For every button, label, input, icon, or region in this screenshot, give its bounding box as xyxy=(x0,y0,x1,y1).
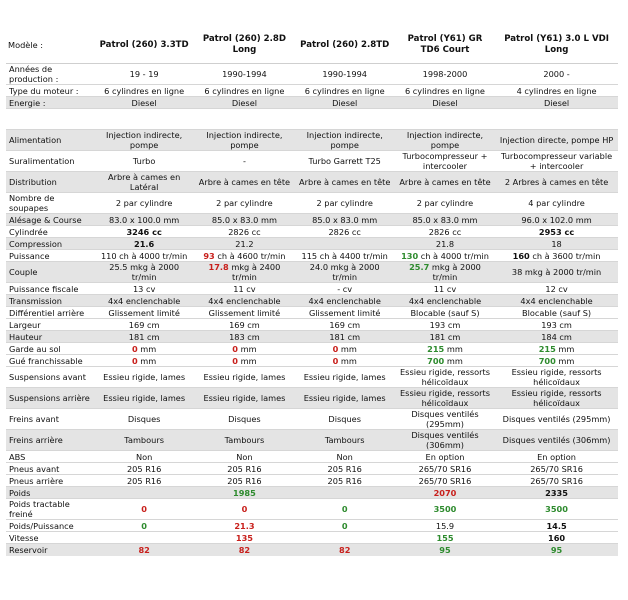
spec-value xyxy=(295,355,395,367)
spec-value: Disques ventilés (306mm) xyxy=(395,430,495,451)
spec-value: 21.8 xyxy=(395,238,495,250)
spec-value: 12 cv xyxy=(495,283,618,295)
spec-label xyxy=(6,109,94,130)
spec-value: Glissement limité xyxy=(194,307,294,319)
spec-label: Transmission xyxy=(6,295,94,307)
spec-value: 6 cylindres en ligne xyxy=(395,85,495,97)
spec-value: Tambours xyxy=(94,430,194,451)
spec-label: Suspensions arrière xyxy=(6,388,94,409)
spec-value: 1998-2000 xyxy=(395,64,495,85)
spec-row xyxy=(6,451,618,463)
spec-value: 21.3 xyxy=(194,520,294,532)
spec-row xyxy=(6,544,618,556)
spec-value: 193 cm xyxy=(495,319,618,331)
spec-value: 1990-1994 xyxy=(194,64,294,85)
spec-comparison-sheet xyxy=(6,27,618,556)
spec-value: 1985 xyxy=(194,487,294,499)
spec-label: Suspensions avant xyxy=(6,367,94,388)
spec-value: 4 par cylindre xyxy=(495,193,618,214)
spec-value-number: 17.8 xyxy=(208,262,229,272)
spec-row xyxy=(6,532,618,544)
spec-row xyxy=(6,319,618,331)
spec-value: 181 cm xyxy=(94,331,194,343)
spec-label: Nombre de soupapes xyxy=(6,193,94,214)
spec-value: 85.0 x 83.0 mm xyxy=(295,214,395,226)
spec-value xyxy=(194,262,294,283)
spec-value: 205 R16 xyxy=(94,475,194,487)
spec-value: 181 cm xyxy=(295,331,395,343)
spec-label: Différentiel arrière xyxy=(6,307,94,319)
spec-value: 0 xyxy=(194,499,294,520)
spec-row xyxy=(6,250,618,262)
spec-value: 85.0 x 83.0 mm xyxy=(395,214,495,226)
spec-value: 160 xyxy=(495,532,618,544)
spec-value-unit: mm xyxy=(338,355,357,366)
spec-value: 3500 xyxy=(495,499,618,520)
spec-row xyxy=(6,64,618,85)
spec-value: Injection indirecte, pompe xyxy=(194,130,294,151)
spec-value: 1990-1994 xyxy=(295,64,395,85)
spec-value: Essieu rigide, lames xyxy=(194,367,294,388)
spec-label: Poids xyxy=(6,487,94,499)
spec-value xyxy=(495,343,618,355)
spec-row xyxy=(6,172,618,193)
spec-value-unit: mm xyxy=(444,355,463,366)
spec-label: Cylindrée xyxy=(6,226,94,238)
spec-row xyxy=(6,238,618,250)
spec-value-unit: mm xyxy=(137,343,157,354)
spec-value-number: 0 xyxy=(132,343,138,354)
spec-label: Pneus arrière xyxy=(6,475,94,487)
spec-value: 0 xyxy=(295,520,395,532)
model-header: Patrol (260) 3.3TD xyxy=(94,27,194,64)
spec-row xyxy=(6,475,618,487)
spec-value xyxy=(395,262,495,283)
spec-value: 24.0 mkg à 2000 tr/min xyxy=(295,262,395,283)
spec-value: Arbre à cames en tête xyxy=(295,172,395,193)
spec-value: 205 R16 xyxy=(94,463,194,475)
spec-table xyxy=(6,27,618,556)
spec-value xyxy=(395,343,495,355)
spec-value xyxy=(94,487,194,499)
spec-value: Blocable (sauf S) xyxy=(395,307,495,319)
spec-label: Energie : xyxy=(6,97,94,109)
spec-value: 115 ch à 4400 tr/min xyxy=(295,250,395,262)
spec-label: Hauteur xyxy=(6,331,94,343)
spec-value: Non xyxy=(194,451,294,463)
spec-value: Essieu rigide, ressorts hélicoïdaux xyxy=(395,367,495,388)
spec-value: Diesel xyxy=(295,97,395,109)
spec-value-unit: mkg à 2000 tr/min xyxy=(429,262,481,282)
spec-value-unit: ch à 4000 tr/min xyxy=(418,250,489,261)
spec-value: 95 xyxy=(395,544,495,556)
spec-value-unit: ch à 3600 tr/min xyxy=(529,250,601,261)
spec-value-unit: mm xyxy=(555,343,575,354)
spec-value: 21.2 xyxy=(194,238,294,250)
spec-value xyxy=(495,109,618,130)
spec-label: Freins avant xyxy=(6,409,94,430)
spec-value: 38 mkg à 2000 tr/min xyxy=(495,262,618,283)
spec-value: 2335 xyxy=(495,487,618,499)
spec-value: Disques xyxy=(295,409,395,430)
spec-value: 2826 cc xyxy=(295,226,395,238)
spec-value xyxy=(295,109,395,130)
spec-row xyxy=(6,355,618,367)
spec-label: Couple xyxy=(6,262,94,283)
spec-label: Garde au sol xyxy=(6,343,94,355)
spec-value: 135 xyxy=(194,532,294,544)
spec-value-number: 700 xyxy=(427,355,445,366)
spec-row xyxy=(6,463,618,475)
spec-row xyxy=(6,130,618,151)
spec-value xyxy=(94,532,194,544)
spec-value: 2 par cylindre xyxy=(194,193,294,214)
spec-value: 25.5 mkg à 2000 tr/min xyxy=(94,262,194,283)
spec-value: 4x4 enclenchable xyxy=(194,295,294,307)
spec-row xyxy=(6,193,618,214)
spec-value: 265/70 SR16 xyxy=(395,463,495,475)
spec-value: 4 cylindres en ligne xyxy=(495,85,618,97)
spec-value-number: 0 xyxy=(332,355,339,366)
spec-value xyxy=(395,355,495,367)
spec-value xyxy=(395,250,495,262)
spec-value: 169 cm xyxy=(295,319,395,331)
spec-value: 4x4 enclenchable xyxy=(495,295,618,307)
spec-value: Disques xyxy=(194,409,294,430)
spec-value-number: 130 xyxy=(401,250,419,261)
spec-row xyxy=(6,487,618,499)
spec-value: Disques xyxy=(94,409,194,430)
spec-value xyxy=(295,532,395,544)
spec-value xyxy=(94,355,194,367)
spec-value: 169 cm xyxy=(94,319,194,331)
model-header: Patrol (Y61) GR TD6 Court xyxy=(395,27,495,64)
spec-value: Arbre à cames en tête xyxy=(194,172,294,193)
spec-value-unit: mkg à 2400 tr/min xyxy=(228,262,281,282)
spec-row xyxy=(6,214,618,226)
spec-value: 2070 xyxy=(395,487,495,499)
spec-value: 19 - 19 xyxy=(94,64,194,85)
spec-value: 193 cm xyxy=(395,319,495,331)
spec-value: 2000 - xyxy=(495,64,618,85)
spec-value: 205 R16 xyxy=(295,475,395,487)
model-header: Patrol (260) 2.8TD xyxy=(295,27,395,64)
spec-value: 3246 cc xyxy=(94,226,194,238)
spec-label: ABS xyxy=(6,451,94,463)
model-header: Patrol (Y61) 3.0 L VDI Long xyxy=(495,27,618,64)
spec-value: 2 par cylindre xyxy=(395,193,495,214)
spec-value-unit: ch à 4600 tr/min xyxy=(214,250,286,261)
spec-value: 183 cm xyxy=(194,331,294,343)
spec-value: Glissement limité xyxy=(94,307,194,319)
spec-label: Vitesse xyxy=(6,532,94,544)
spec-value: Diesel xyxy=(495,97,618,109)
spec-value xyxy=(94,109,194,130)
spec-label: Compression xyxy=(6,238,94,250)
spec-value: 205 R16 xyxy=(194,463,294,475)
spec-value: 155 xyxy=(395,532,495,544)
spec-value: Glissement limité xyxy=(295,307,395,319)
spec-label: Freins arrière xyxy=(6,430,94,451)
spec-value-unit: mm xyxy=(237,343,257,354)
spec-value: 2826 cc xyxy=(194,226,294,238)
spec-value: Injection indirecte, pompe xyxy=(295,130,395,151)
spec-value: 265/70 SR16 xyxy=(495,475,618,487)
spec-value: Arbre à cames en tête xyxy=(395,172,495,193)
spec-value: 13 cv xyxy=(94,283,194,295)
spec-row xyxy=(6,331,618,343)
spec-value: 85.0 x 83.0 mm xyxy=(194,214,294,226)
spec-row xyxy=(6,109,618,130)
spec-value: 184 cm xyxy=(495,331,618,343)
spec-value-number: 25.7 xyxy=(409,262,430,272)
spec-value: 95 xyxy=(495,544,618,556)
spec-value: Essieu rigide, lames xyxy=(94,367,194,388)
spec-value xyxy=(194,355,294,367)
spec-value: Turbo Garrett T25 xyxy=(295,151,395,172)
spec-value-unit: mm xyxy=(237,355,257,366)
spec-value: 4x4 enclenchable xyxy=(295,295,395,307)
spec-row xyxy=(6,283,618,295)
spec-value: 205 R16 xyxy=(194,475,294,487)
spec-value: Injection directe, pompe HP xyxy=(495,130,618,151)
spec-value: Disques ventilés (295mm) xyxy=(395,409,495,430)
spec-value: Diesel xyxy=(395,97,495,109)
spec-value-number: 215 xyxy=(538,343,556,354)
spec-value: Essieu rigide, lames xyxy=(94,388,194,409)
spec-value xyxy=(395,109,495,130)
spec-value-number: 215 xyxy=(427,343,445,354)
spec-label: Alimentation xyxy=(6,130,94,151)
spec-row xyxy=(6,367,618,388)
spec-value: En option xyxy=(495,451,618,463)
spec-label: Gué franchissable xyxy=(6,355,94,367)
spec-value-number: 0 xyxy=(332,343,339,354)
spec-value: 2 par cylindre xyxy=(94,193,194,214)
spec-value: 4x4 enclenchable xyxy=(395,295,495,307)
spec-value: Injection indirecte, pompe xyxy=(395,130,495,151)
spec-value xyxy=(194,343,294,355)
spec-value: Turbocompresseur variable + intercooler xyxy=(495,151,618,172)
spec-value xyxy=(94,343,194,355)
spec-value-unit: mm xyxy=(338,343,357,354)
spec-value: 2 Arbres à cames en tête xyxy=(495,172,618,193)
spec-value: Essieu rigide, ressorts hélicoïdaux xyxy=(495,367,618,388)
spec-value: 2953 cc xyxy=(495,226,618,238)
spec-value: Turbocompresseur + intercooler xyxy=(395,151,495,172)
spec-value-unit: mm xyxy=(137,355,157,366)
spec-value-number: 93 xyxy=(203,250,215,261)
spec-value: Essieu rigide, ressorts hélicoïdaux xyxy=(495,388,618,409)
spec-value: Tambours xyxy=(194,430,294,451)
spec-value: 83.0 x 100.0 mm xyxy=(94,214,194,226)
spec-value: Diesel xyxy=(94,97,194,109)
spec-row xyxy=(6,409,618,430)
spec-value-unit: mm xyxy=(444,343,463,354)
spec-value: En option xyxy=(395,451,495,463)
header-row xyxy=(6,27,618,64)
spec-value: 15.9 xyxy=(395,520,495,532)
spec-value: 6 cylindres en ligne xyxy=(94,85,194,97)
spec-value-number: 0 xyxy=(232,355,238,366)
spec-value xyxy=(495,355,618,367)
model-header: Patrol (260) 2.8D Long xyxy=(194,27,294,64)
spec-value: 265/70 SR16 xyxy=(395,475,495,487)
spec-value: Arbre à cames en Latéral xyxy=(94,172,194,193)
spec-value: 265/70 SR16 xyxy=(495,463,618,475)
spec-label: Années de production : xyxy=(6,64,94,85)
spec-value xyxy=(495,250,618,262)
spec-value: Injection indirecte, pompe xyxy=(94,130,194,151)
spec-value: 2826 cc xyxy=(395,226,495,238)
spec-value: 0 xyxy=(94,520,194,532)
spec-row xyxy=(6,295,618,307)
spec-value: 0 xyxy=(94,499,194,520)
spec-value-number: 700 xyxy=(538,355,556,366)
spec-value: 6 cylindres en ligne xyxy=(194,85,294,97)
spec-value: Essieu rigide, lames xyxy=(295,367,395,388)
spec-value: 169 cm xyxy=(194,319,294,331)
spec-label: Puissance xyxy=(6,250,94,262)
spec-value-number: 160 xyxy=(512,250,530,261)
spec-value: 11 cv xyxy=(395,283,495,295)
spec-row xyxy=(6,388,618,409)
spec-label: Poids/Puissance xyxy=(6,520,94,532)
spec-label: Poids tractable freiné xyxy=(6,499,94,520)
spec-label: Distribution xyxy=(6,172,94,193)
spec-value: 96.0 x 102.0 mm xyxy=(495,214,618,226)
spec-value: 4x4 enclenchable xyxy=(94,295,194,307)
spec-label: Alésage & Course xyxy=(6,214,94,226)
spec-value: Essieu rigide, lames xyxy=(194,388,294,409)
spec-label: Puissance fiscale xyxy=(6,283,94,295)
spec-value: Disques ventilés (306mm) xyxy=(495,430,618,451)
spec-label: Reservoir xyxy=(6,544,94,556)
spec-row xyxy=(6,262,618,283)
spec-value: 14.5 xyxy=(495,520,618,532)
spec-value: Non xyxy=(94,451,194,463)
spec-value: 181 cm xyxy=(395,331,495,343)
spec-value: Turbo xyxy=(94,151,194,172)
spec-value: Non xyxy=(295,451,395,463)
spec-row xyxy=(6,151,618,172)
spec-value-number: 0 xyxy=(232,343,238,354)
spec-label: Type du moteur : xyxy=(6,85,94,97)
spec-label: Largeur xyxy=(6,319,94,331)
spec-value: 82 xyxy=(194,544,294,556)
spec-value: Blocable (sauf S) xyxy=(495,307,618,319)
spec-label: Suralimentation xyxy=(6,151,94,172)
spec-value: 21.6 xyxy=(94,238,194,250)
spec-value xyxy=(194,109,294,130)
spec-value-number: 0 xyxy=(132,355,138,366)
spec-value: 82 xyxy=(94,544,194,556)
spec-row xyxy=(6,85,618,97)
spec-value xyxy=(194,250,294,262)
spec-value: Essieu rigide, ressorts hélicoïdaux xyxy=(395,388,495,409)
spec-value: 18 xyxy=(495,238,618,250)
spec-row xyxy=(6,430,618,451)
spec-value: 82 xyxy=(295,544,395,556)
spec-value: 205 R16 xyxy=(295,463,395,475)
model-label: Modèle : xyxy=(6,27,94,64)
spec-value-unit: mm xyxy=(555,355,575,366)
spec-value: Disques ventilés (295mm) xyxy=(495,409,618,430)
spec-value: 3500 xyxy=(395,499,495,520)
spec-row xyxy=(6,520,618,532)
spec-value: 2 par cylindre xyxy=(295,193,395,214)
spec-value: Essieu rigide, lames xyxy=(295,388,395,409)
spec-row xyxy=(6,499,618,520)
spec-value: 11 cv xyxy=(194,283,294,295)
spec-row xyxy=(6,307,618,319)
spec-value: - xyxy=(194,151,294,172)
spec-value: 110 ch à 4000 tr/min xyxy=(94,250,194,262)
spec-value xyxy=(295,238,395,250)
spec-value: - cv xyxy=(295,283,395,295)
spec-value xyxy=(295,343,395,355)
spec-label: Pneus avant xyxy=(6,463,94,475)
spec-value: 6 cylindres en ligne xyxy=(295,85,395,97)
spec-value: Tambours xyxy=(295,430,395,451)
spec-row xyxy=(6,226,618,238)
spec-row xyxy=(6,343,618,355)
spec-value xyxy=(295,487,395,499)
spec-row xyxy=(6,97,618,109)
spec-value: 0 xyxy=(295,499,395,520)
spec-value: Diesel xyxy=(194,97,294,109)
